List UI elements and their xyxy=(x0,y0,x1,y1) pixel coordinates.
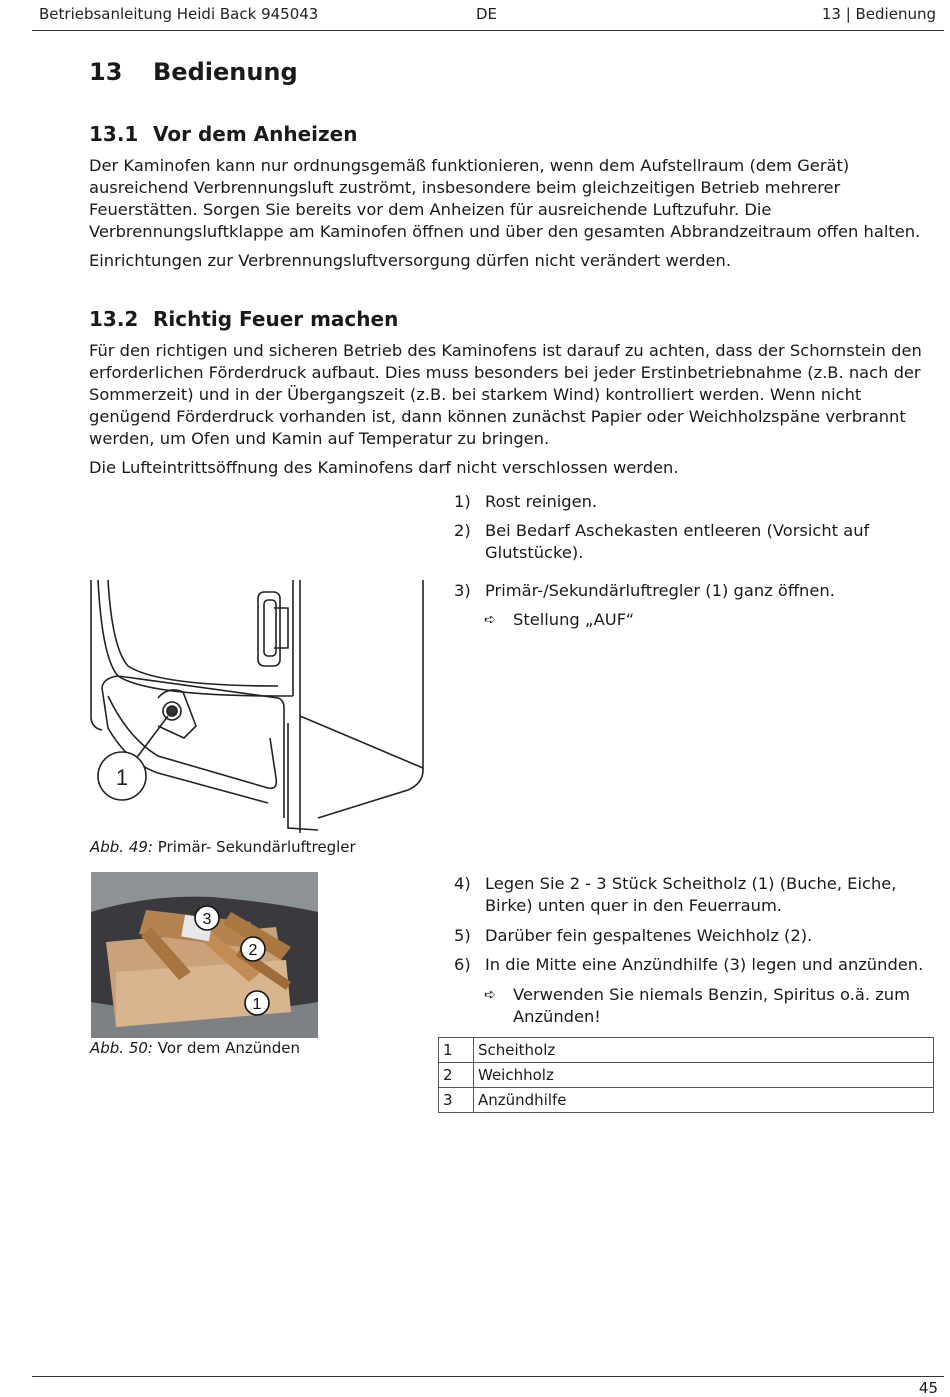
chapter-number: 13 xyxy=(89,58,123,86)
legend-label: Anzündhilfe xyxy=(474,1088,934,1113)
legend-label: Weichholz xyxy=(474,1063,934,1088)
step-item xyxy=(454,580,940,602)
step-result xyxy=(484,984,940,1028)
table-row xyxy=(439,1088,934,1113)
header-rule xyxy=(32,30,944,31)
header-doc-title: Betriebsanleitung Heidi Back 945043 xyxy=(39,5,319,23)
step-result xyxy=(484,609,940,631)
paragraph: Für den richtigen und sicheren Betrieb des Kaminofens ist darauf zu achten, dass der Schornstein den erforderlichen Förderdruck aufbaut. Dies muss besonders bei jeder Erstinbetriebnahme (z.B. nach der Sommerzeit) und in der Übergangszeit (z.B. bei starkem Wind) kontrolliert werden. Wenn nicht genügend Förderdruck vorhanden ist, dann können zunächst Papier oder Weichholzspäne verbrannt werden, um Ofen und Kamin auf Temperatur zu bringen. xyxy=(89,341,922,448)
figure-49-caption xyxy=(90,838,356,856)
section-heading-2 xyxy=(89,307,398,331)
firewood-photo xyxy=(91,872,318,1038)
step-text: Rost reinigen. xyxy=(485,492,598,511)
section-number: 13.1 xyxy=(89,122,139,146)
step-item xyxy=(454,491,940,513)
legend-number: 3 xyxy=(439,1088,474,1113)
step-text: Darüber fein gespaltenes Weichholz (2). xyxy=(485,926,813,945)
step-number: 6) xyxy=(454,955,471,974)
caption-text: Vor dem Anzünden xyxy=(157,1039,301,1057)
step-number: 3) xyxy=(454,581,471,600)
footer-rule xyxy=(32,1376,944,1377)
legend-number: 1 xyxy=(439,1038,474,1063)
figure-50-caption xyxy=(90,1039,300,1057)
step-number: 4) xyxy=(454,874,471,893)
caption-prefix: Abb. 49: xyxy=(90,838,153,856)
legend-table xyxy=(438,1037,934,1113)
step-number: 1) xyxy=(454,492,471,511)
table-row xyxy=(439,1063,934,1088)
section-title: Richtig Feuer machen xyxy=(153,307,399,331)
step-text: Legen Sie 2 - 3 Stück Scheitholz (1) (Buche, Eiche, Birke) unten quer in den Feuerraum. xyxy=(485,874,897,915)
page-number: 45 xyxy=(918,1379,938,1397)
chapter-title: Bedienung xyxy=(153,58,298,86)
section-title: Vor dem Anheizen xyxy=(153,122,358,146)
section-2-body xyxy=(89,340,937,486)
paragraph: Die Lufteintrittsöffnung des Kaminofens darf nicht verschlossen werden. xyxy=(89,458,679,477)
section-heading-1 xyxy=(89,122,357,146)
header-section: 13 | Bedienung xyxy=(821,5,936,23)
result-arrow-icon: ➪ xyxy=(484,612,496,628)
chapter-heading xyxy=(89,58,298,86)
step-item xyxy=(454,954,940,976)
section-number: 13.2 xyxy=(89,307,139,331)
result-text: Stellung „AUF“ xyxy=(513,610,635,629)
step-item xyxy=(454,925,940,947)
step-item xyxy=(454,520,940,564)
result-arrow-icon: ➪ xyxy=(484,987,496,1003)
callout-label: 1 xyxy=(252,996,262,1013)
legend-number: 2 xyxy=(439,1063,474,1088)
step-number: 5) xyxy=(454,926,471,945)
table-row xyxy=(439,1038,934,1063)
step-text: In die Mitte eine Anzündhilfe (3) legen und anzünden. xyxy=(485,955,924,974)
callout-label: 1 xyxy=(115,765,129,790)
section-1-body xyxy=(89,155,937,279)
paragraph: Der Kaminofen kann nur ordnungsgemäß funktionieren, wenn dem Aufstellraum (dem Gerät) ausreichend Verbrennungsluft zuströmt, insbesondere beim gleichzeitigen Betrieb mehrerer Feuerstätten. Sorgen Sie bereits vor dem Anheizen für ausreichende Luftzufuhr. Die Verbrennungsluftklappe am Kaminofen öffnen und über den gesamten Abbrandzeitraum offen halten. xyxy=(89,156,921,241)
legend-label: Scheitholz xyxy=(474,1038,934,1063)
caption-text: Primär- Sekundärluftregler xyxy=(157,838,356,856)
step-number: 2) xyxy=(454,521,471,540)
step-item xyxy=(454,873,940,917)
result-text: Verwenden Sie niemals Benzin, Spiritus o.ä. zum Anzünden! xyxy=(513,985,910,1026)
caption-prefix: Abb. 50: xyxy=(90,1039,153,1057)
stove-air-regulator-figure xyxy=(88,578,430,836)
header-language: DE xyxy=(476,5,498,23)
step-text: Bei Bedarf Aschekasten entleeren (Vorsicht auf Glutstücke). xyxy=(485,521,870,562)
paragraph: Einrichtungen zur Verbrennungsluftversorgung dürfen nicht verändert werden. xyxy=(89,251,732,270)
step-text: Primär-/Sekundärluftregler (1) ganz öffnen. xyxy=(485,581,835,600)
callout-label: 2 xyxy=(248,942,258,959)
callout-label: 3 xyxy=(202,911,212,928)
